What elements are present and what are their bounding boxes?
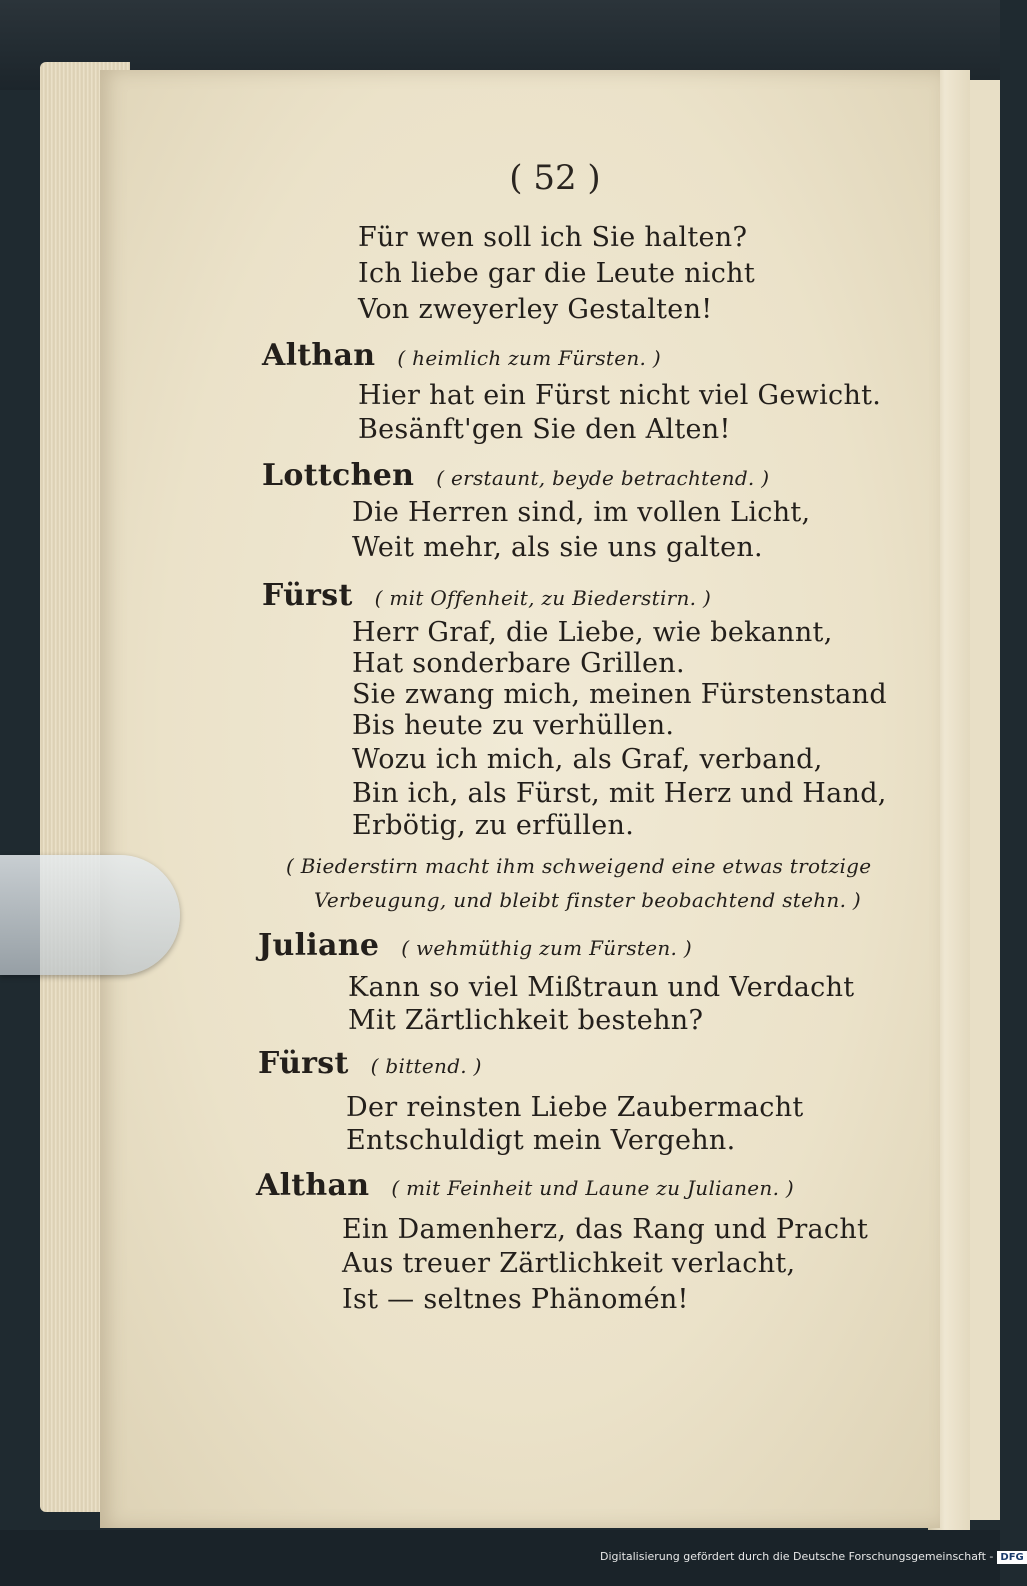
verse-line: Der reinsten Liebe Zaubermacht [346, 1092, 804, 1123]
speaker-line [262, 458, 769, 493]
dfg-logo: DFG [997, 1551, 1026, 1564]
stage-direction: ( mit Feinheit und Laune zu Julianen. ) [391, 1176, 795, 1200]
verse-line: Weit mehr, als sie uns galten. [352, 532, 763, 563]
verse-line: Sie zwang mich, meinen Fürstenstand [352, 679, 887, 710]
verse-line: Für wen soll ich Sie halten? [358, 222, 748, 253]
stage-direction: ( Biederstirn macht ihm schweigend eine etwas trotzige [286, 854, 872, 878]
speaker-name: Fürst [258, 1046, 349, 1081]
stage-direction: ( heimlich zum Fürsten. ) [397, 346, 661, 370]
verse-line: Bis heute zu verhüllen. [352, 710, 675, 741]
verse-line: Aus treuer Zärtlichkeit verlacht, [342, 1248, 796, 1279]
speaker-line [262, 338, 661, 373]
stage-direction: Verbeugung, und bleibt finster beobachtend stehn. ) [314, 888, 862, 912]
verse-line: Ein Damenherz, das Rang und Pracht [342, 1214, 869, 1245]
speaker-line [258, 1046, 482, 1081]
page-number: ( 52 ) [509, 158, 601, 198]
speaker-line [262, 578, 711, 613]
verse-line: Wozu ich mich, als Graf, verband, [352, 744, 823, 775]
digitization-credit [600, 1550, 1027, 1564]
verse-line: Ist — seltnes Phänomén! [342, 1284, 689, 1315]
verse-line: Erbötig, zu erfüllen. [352, 810, 635, 841]
verse-line: Ich liebe gar die Leute nicht [358, 258, 755, 289]
verse-line: Herr Graf, die Liebe, wie bekannt, [352, 617, 833, 648]
facing-page-edge [965, 80, 1000, 1520]
verse-line: Die Herren sind, im vollen Licht, [352, 497, 811, 528]
verse-line: Von zweyerley Gestalten! [358, 294, 713, 325]
speaker-name: Fürst [262, 578, 353, 613]
speaker-line [256, 1168, 794, 1203]
verse-line: Hat sonderbare Grillen. [352, 648, 685, 679]
speaker-line [258, 928, 692, 963]
speaker-name: Althan [262, 338, 376, 373]
verse-line: Kann so viel Mißtraun und Verdacht [348, 972, 855, 1003]
credit-text: Digitalisierung gefördert durch die Deutsche Forschungsgemeinschaft - [600, 1550, 994, 1563]
verse-line: Besänft'gen Sie den Alten! [358, 414, 731, 445]
speaker-name: Althan [256, 1168, 370, 1203]
stage-direction: ( bittend. ) [370, 1054, 482, 1078]
stage-direction: ( mit Offenheit, zu Biederstirn. ) [374, 586, 712, 610]
speaker-name: Juliane [258, 928, 380, 963]
speaker-name: Lottchen [262, 458, 415, 493]
verse-line: Hier hat ein Fürst nicht viel Gewicht. [358, 380, 882, 411]
verse-line: Entschuldigt mein Vergehn. [346, 1125, 736, 1156]
stage-direction: ( wehmüthig zum Fürsten. ) [401, 936, 692, 960]
scanner-clamp [0, 855, 180, 975]
verse-line: Mit Zärtlichkeit bestehn? [348, 1005, 704, 1036]
stage-direction: ( erstaunt, beyde betrachtend. ) [436, 466, 770, 490]
verse-line: Bin ich, als Fürst, mit Herz und Hand, [352, 778, 887, 809]
